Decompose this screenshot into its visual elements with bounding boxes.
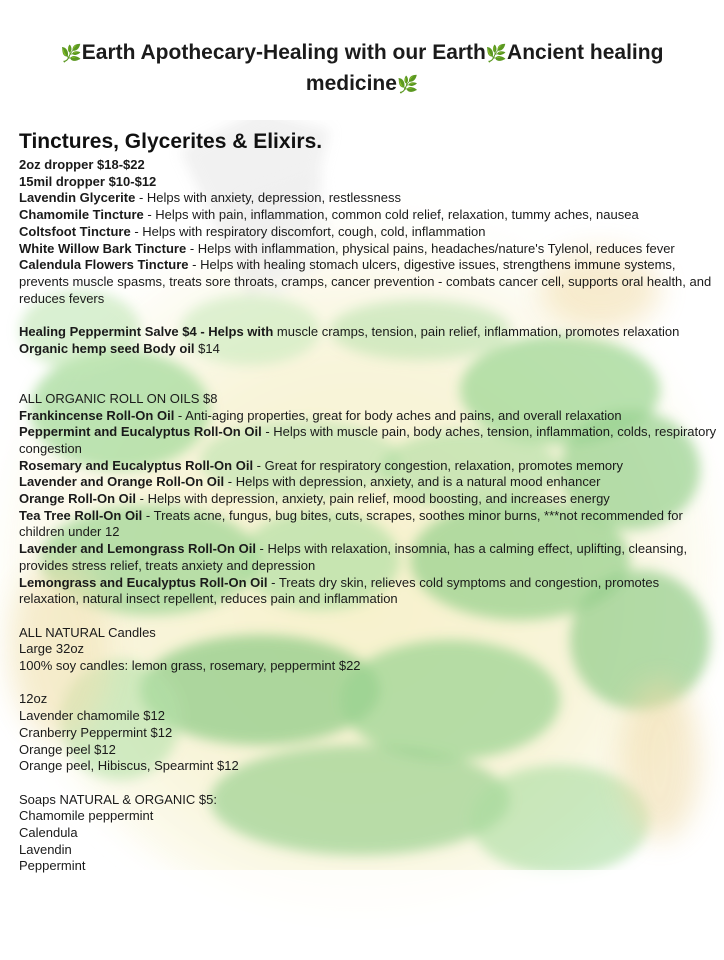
page-title (20, 38, 704, 100)
list-item: Chamomile Tincture - Helps with pain, inflammation, common cold relief, relaxation, tummy aches, nausea (19, 207, 639, 223)
list-item: Lavender chamomile $12 (19, 708, 165, 724)
list-item: White Willow Bark Tincture - Helps with inflammation, physical pains, headaches/nature's Tylenol, reduces fever (19, 240, 675, 256)
candle-small-size: 12oz (19, 691, 48, 707)
candles-heading: ALL NATURAL Candles (19, 624, 156, 640)
list-item: Frankincense Roll-On Oil - Anti-aging properties, great for body aches and pains, and overall relaxation (19, 407, 622, 423)
list-item: Orange peel, Hibiscus, Spearmint $12 (19, 758, 239, 774)
herb-leaf-icon: 🌿 (485, 44, 508, 63)
price-15mil: 15mil dropper $10-$12 (19, 173, 157, 189)
hemp-oil-item: Organic hemp seed Body oil $14 (19, 340, 220, 356)
title-part-2: Ancient healing (507, 41, 664, 64)
list-item: Cranberry Peppermint $12 (19, 724, 173, 740)
list-item: Lemongrass and Eucalyptus Roll-On Oil - Treats dry skin, relieves cold symptoms and congestion, promotes relaxation, natural insect repellent, reduces pain and inflammation (19, 574, 660, 607)
candle-large-size: Large 32oz (19, 641, 85, 657)
salve-item: Healing Peppermint Salve $4 - Helps with muscle cramps, tension, pain relief, inflammation, promotes relaxation (19, 324, 680, 340)
list-item: Tea Tree Roll-On Oil - Treats acne, fungus, bug bites, cuts, scrapes, soothes minor burns, ***not recommended for children under 12 (19, 507, 683, 540)
list-item: Calendula Flowers Tincture - Helps with healing stomach ulcers, digestive issues, strengthens immune systems, prevents muscle spasms, treats sore throats, cramps, cancer prevention - combats cancer cell, supports oral health, and reduces fevers (19, 257, 712, 306)
soaps-heading: Soaps NATURAL & ORGANIC $5: (19, 791, 217, 807)
title-part-1: Earth Apothecary-Healing with our Earth (81, 41, 486, 64)
tinctures-heading: Tinctures, Glycerites & Elixirs. (19, 130, 323, 153)
list-item: Chamomile peppermint (19, 808, 154, 824)
herb-leaf-icon: 🌿 (60, 44, 82, 63)
list-item: Orange peel $12 (19, 741, 116, 757)
list-item: Peppermint (19, 858, 86, 874)
list-item: Rosemary and Eucalyptus Roll-On Oil - Great for respiratory congestion, relaxation, promotes memory (19, 457, 623, 473)
list-item: Lavender and Orange Roll-On Oil - Helps with depression, anxiety, and is a natural mood enhancer (19, 474, 601, 490)
list-item: Peppermint and Eucalyptus Roll-On Oil - Helps with muscle pain, body aches, tension, inflammation, colds, respiratory congestion (19, 424, 717, 456)
list-item: Lavendin (19, 841, 72, 857)
list-item: Lavendin Glycerite - Helps with anxiety, depression, restlessness (19, 190, 401, 206)
price-list (19, 157, 719, 875)
list-item: Calendula (19, 825, 78, 841)
candle-large-desc: 100% soy candles: lemon grass, rosemary, peppermint $22 (19, 658, 361, 674)
list-item: Lavender and Lemongrass Roll-On Oil - Helps with relaxation, insomnia, has a calming effect, uplifting, cleansing, provides stress relief, treats anxiety and depression (19, 541, 688, 573)
price-2oz: 2oz dropper $18-$22 (19, 157, 145, 172)
herb-leaf-icon: 🌿 (396, 75, 419, 94)
roll-on-heading: ALL ORGANIC ROLL ON OILS $8 (19, 390, 218, 406)
list-item: Coltsfoot Tincture - Helps with respiratory discomfort, cough, cold, inflammation (19, 223, 486, 239)
list-item: Orange Roll-On Oil - Helps with depression, anxiety, pain relief, mood boosting, and increases energy (19, 491, 610, 507)
title-part-3: medicine (305, 72, 397, 95)
